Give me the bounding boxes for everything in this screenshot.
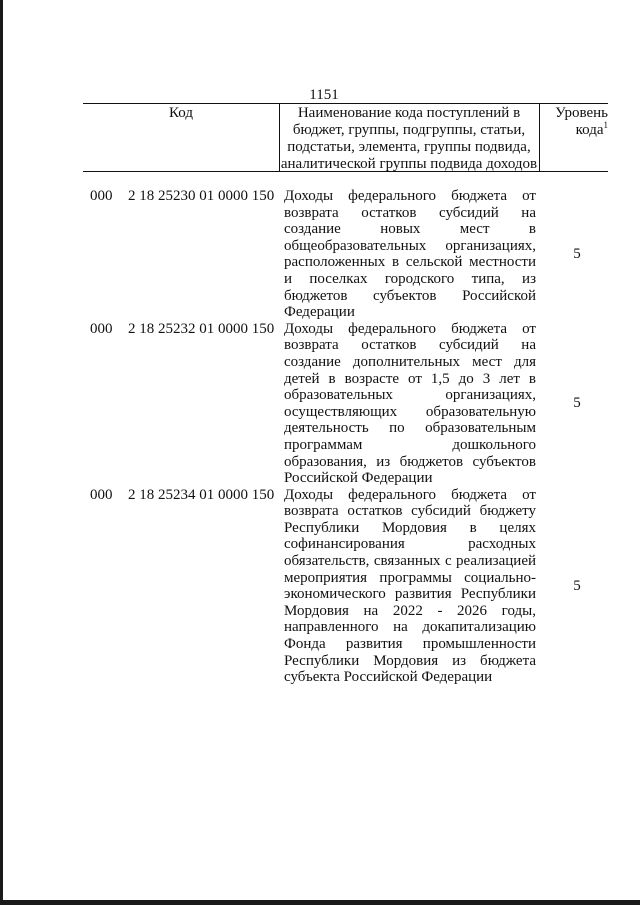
- header-level-footnote: 1: [603, 120, 608, 130]
- row-code-level: 5: [573, 246, 581, 263]
- row-income-name: Доходы федерального бюджета от возврата остатков субсидий на создание дополнительных мест для детей в возрасте от 1,5 до 3 лет в образовательных организациях, осуществляющих образовательную деятельность по образовательным программам дошкольного образования, из бюджетов субъектов Российской Федерации: [284, 320, 536, 487]
- table-header: [83, 103, 608, 172]
- header-level-line2: [540, 122, 608, 139]
- row-admin-code: 000: [90, 320, 113, 337]
- row-code-level: 5: [573, 395, 581, 412]
- header-name-line: аналитической группы подвида доходов: [280, 156, 538, 172]
- table-body: [90, 188, 590, 686]
- scan-edge-bottom: [0, 900, 640, 905]
- table-row: [90, 321, 590, 487]
- row-code-level: 5: [573, 577, 581, 594]
- row-income-code: 2 18 25232 01 0000 150: [128, 320, 275, 337]
- header-name-line: бюджет, группы, подгруппы, статьи,: [292, 122, 526, 138]
- header-name-line: Наименование кода поступлений в: [297, 105, 521, 121]
- row-income-name: Доходы федерального бюджета от возврата остатков субсидий бюджету Республики Мордовия в целях софинансирования расходных обязательств, связанных с реализацией мероприятия программы социально-экономического развития Республики Мордовия на 2022 - 2026 годы, направленного на докапитализацию Фонда развития промышленности Республики Мордовия из бюджета субъекта Российской Федерации: [284, 486, 536, 686]
- table-row: [90, 188, 590, 321]
- page-number: 1151: [309, 87, 339, 103]
- header-level-word: кода: [575, 122, 604, 138]
- scan-edge-left: [0, 0, 3, 905]
- header-code: Код: [169, 105, 193, 121]
- header-name: [280, 105, 538, 173]
- header-level: [540, 105, 608, 139]
- table-row: [90, 487, 590, 686]
- header-name-line: подстатьи, элемента, группы подвида,: [287, 139, 531, 155]
- row-admin-code: 000: [90, 188, 113, 204]
- row-admin-code: 000: [90, 486, 113, 503]
- row-income-code: 2 18 25234 01 0000 150: [128, 486, 275, 503]
- row-income-name: Доходы федерального бюджета от возврата остатков субсидий на создание новых мест в общеобразовательных организациях, расположенных в сельской местности и поселках городского типа, из бюджетов субъектов Российской Федерации: [284, 188, 536, 321]
- row-income-code: 2 18 25230 01 0000 150: [128, 188, 275, 204]
- header-level-line1: Уровень: [555, 105, 608, 121]
